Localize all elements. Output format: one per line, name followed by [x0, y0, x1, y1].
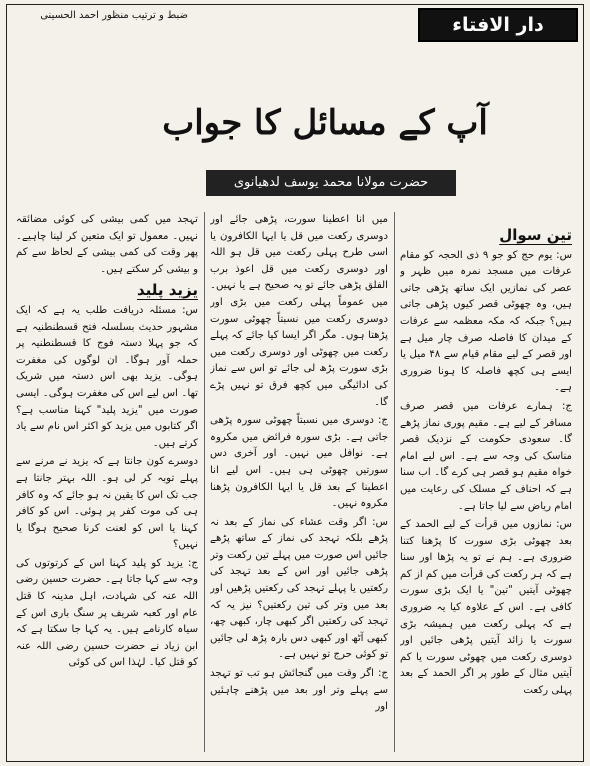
article-headline: آپ کے مسائل کا جواب — [162, 103, 488, 143]
paragraph: میں انا اعطینا سورت، پڑھی جائے اور دوسری رکعت میں قل یا ایہا الکافرون یا اسی طرح پہلی رکعت میں قل ہو اللہ اور دوسری رکعت میں قل اعوذ برب الفلق پڑھی جائے تو یہ صحیح ہے یا نہیں۔ میں عموماً پہلی رکعت میں بڑی اور دوسری رکعت میں نسبتاً چھوٹی سورت پڑھتا ہوں۔ مگر اگر ایسا کیا جائے کہ پہلے رکعت میں چھوٹی اور دوسری رکعت میں بڑی سورت پڑھ لی جائے تو اس سے نماز کی ادائیگی میں کچھ فرق تو نہیں پڑے گا۔ — [210, 214, 388, 408]
paragraph: س: نمازوں میں قرأت کے لیے الحمد کے بعد چھوٹی بڑی سورت کا پڑھنا کتنا ضروری ہے۔ ہم نے تو یہ پڑھا اور سنا ہے کہ ہر رکعت کی قرأت میں کم از کم چھوٹی آیتیں "تین" یا ایک بڑی سورت کافی ہے۔ اس کے علاوہ کیا یہ ضروری ہے کہ پہلی رکعت میں ہمیشہ بڑی سورت یا زائد آیتیں پڑھی جائیں اور دوسری رکعت میں چھوٹی سورت یا کم آیتیں مثال کے طور پر اگر الحمد کے بعد پہلی رکعت — [400, 519, 572, 697]
column-middle — [210, 212, 388, 752]
column-divider — [394, 212, 395, 752]
paragraph: ج: اگر وقت میں گنجائش ہو تب تو تہجد سے پہلے وتر اور بعد میں پڑھنے چاہئیں اور — [210, 668, 388, 713]
column-left — [16, 212, 198, 752]
section-title-tab — [418, 8, 578, 42]
subheading-three-questions: تین سوال — [499, 226, 572, 244]
column-right — [400, 215, 572, 755]
paragraph: ج: دوسری میں نسبتاً چھوٹی سورہ پڑھی جاتی ہے۔ بڑی سورہ فرائض میں مکروہ ہے۔ نوافل میں نہیں۔ اور آخری دس سورتیں چھوٹی ہی ہیں۔ اس لیے انا اعطینا کے بعد قل یا ایہا الکافرون پڑھنا مکروہ نہیں۔ — [210, 415, 388, 510]
compiler-credit: ضبط و ترتیب منظور احمد الحسینی — [40, 10, 188, 21]
paragraph: س: اگر وقت عشاء کی نماز کے بعد نہ پڑھے بلکہ تہجد کی نماز کے ساتھ پڑھے جائیں اس صورت میں پہلے تین رکعت وتر پڑھی جائیں اور اس کے بعد تہجد کی رکعتیں یا پہلے تہجد کی رکعتیں پڑھیں اور بعد میں وتر کی تین رکعتیں؟ نیز یہ کہ تہجد کی رکعتیں اگر کبھی چار، کبھی چھ، کبھی آٹھ اور کبھی دس بارہ پڑھ لی جائیں تو کوئی حرج تو نہیں ہے۔ — [210, 516, 388, 661]
paragraph: س: مسئلہ دریافت طلب یہ ہے کہ ایک مشہور حدیث بسلسلہ فتح قسطنطنیہ ہے کہ جو پہلا دستہ فوج کا قسطنطنیہ پر حملہ آور ہوگا۔ ان لوگوں کی مغفرت ہوگی۔ یزید بھی اس دستہ میں شریک تھا۔ اس لیے اس کی مغفرت ہوگی۔ ایسی صورت میں "یزید پلید" کہنا مناسب ہے؟ اگر کتابوں میں یزید کو اکثر اس نام سے یاد کرتے ہیں۔ — [16, 304, 198, 449]
paragraph: س: یوم حج کو جو ۹ ذی الحجہ کو مقام عرفات میں مسجد نمرہ میں ظہر و عصر کی نمازیں ایک ساتھ پڑھی جاتی ہیں، وہ چھوٹی قصر کیوں پڑھی جاتی ہیں؟ جبکہ کہ مکہ معظمہ سے عرفات کے میدان کا فاصلہ صرف چار میل ہے اور قصر کے لیے مقام قیام سے ۴۸ میل یا ایسے ہی کچھ فاصلہ کا ہونا ضروری ہے۔ — [400, 249, 572, 394]
paragraph: ج: ہمارے عرفات میں قصر صرف مسافر کے لیے ہے۔ مقیم پوری نماز پڑھے گا۔ سعودی حکومت کے نزدیک قصر مناسک کی وجہ سے ہے۔ اس لیے امام خواہ مقیم ہو قصر ہی کرے گا۔ اب سنا ہے کہ احناف کے مسلک کی رعایت میں امام ریاض سے لیا جاتا ہے۔ — [400, 400, 572, 512]
subheading-yazid: یزید پلید — [136, 281, 198, 300]
paragraph: ج: یزید کو پلید کہنا اس کے کرتوتوں کی وجہ سے کہا جاتا ہے۔ حضرت حسین رضی اللہ عنہ کی شہادت، اہل مدینہ کا قتل عام اور کعبہ شریف پر سنگ باری اس کے سیاہ کارنامے ہیں۔ یہ کہا جا سکتا ہے کہ ابن زیاد نے حضرت حسین رضی اللہ عنہ کو قتل کیا۔ لہٰذا اس کی کوئی — [16, 557, 198, 669]
author-name: حضرت مولانا محمد یوسف لدھیانوی — [233, 175, 429, 190]
section-title: دار الافتاء — [452, 14, 544, 36]
author-bar — [206, 170, 456, 196]
column-divider — [204, 212, 205, 752]
paragraph: تہجد میں کمی بیشی کی کوئی مضائقہ نہیں۔ معمول تو ایک متعین کر لینا چاہیے۔ پھر وقت کی کمی بیشی کے لحاظ سے کم و بیشی کر سکتے ہیں۔ — [16, 214, 198, 275]
paragraph: دوسرے کون جانتا ہے کہ یزید نے مرنے سے پہلے توبہ کر لی ہو۔ اللہ بہتر جانتا ہے جب تک اس کا یقین نہ ہو جائے کہ وہ کافر ہی کی موت کفر پر ہوئی۔ اس کو کافر کہنا یا اس کو لعنت کرنا صحیح ہوگا یا نہیں؟ — [16, 456, 198, 551]
